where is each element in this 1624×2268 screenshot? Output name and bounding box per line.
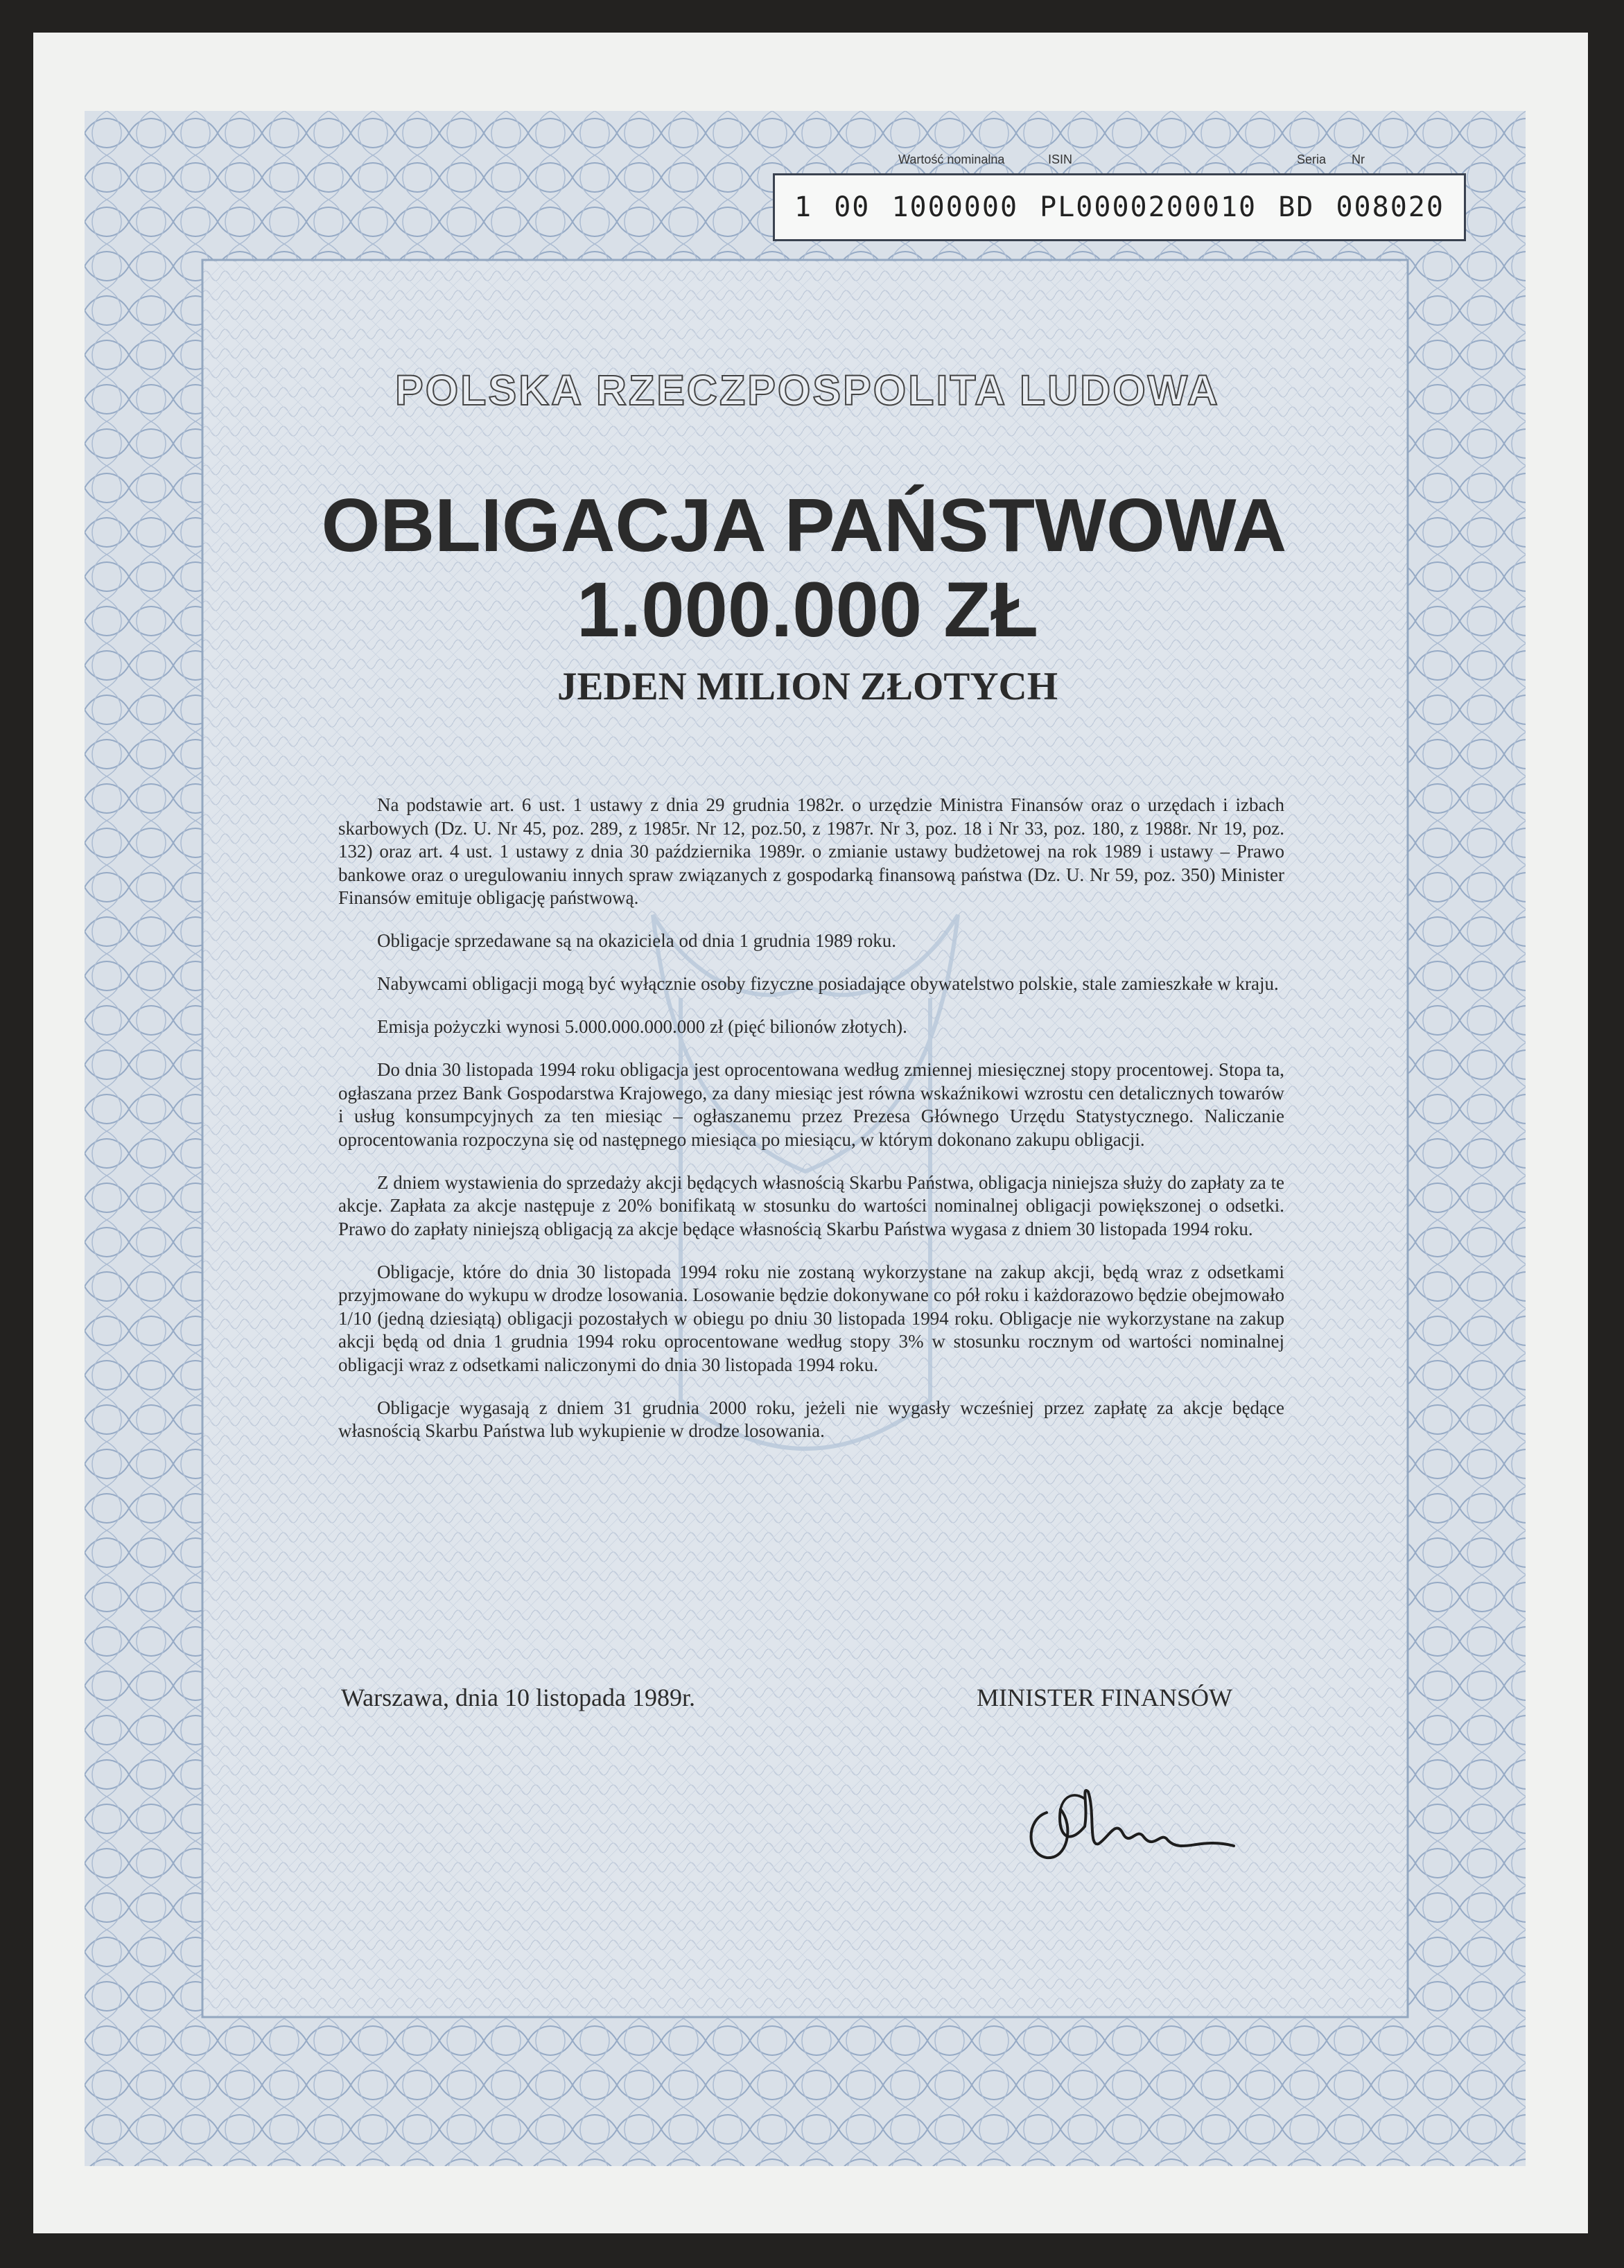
number-label: Nr [1352,152,1365,166]
series-label: Seria [1297,152,1327,166]
serial-part: 1000000 [891,191,1019,223]
document-title: OBLIGACJA PAŃSTWOWA [321,483,1287,568]
terms-paragraph: Z dniem wystawienia do sprzedaży akcji będących własnością Skarbu Państwa, obligacja niniejsza służy do zapłaty za te akcje. Zapłata za akcje następuje z 20% bonifikatą w stosunku do wartości nominalnej obligacji powiększonej o odsetki. Prawo do zapłaty niniejszą obligacją za akcje będące własnością Skarbu Państwa wygasa z dniem 30 listopada 1994 roku. [338,1171,1284,1239]
minister-signature [1019,1771,1241,1875]
amount-in-words: JEDEN MILION ZŁOTYCH [557,665,1058,708]
terms-paragraph: Obligacje sprzedawane są na okaziciela od dnia 1 grudnia 1989 roku. [377,930,896,951]
terms-paragraph: Emisja pożyczki wynosi 5.000.000.000.000 zł (pięć bilionów złotych). [377,1016,907,1037]
terms-paragraph: Nabywcami obligacji mogą być wyłącznie osoby fizyczne posiadające obywatelstwo polskie, stale zamieszkałe w kraju. [377,973,1279,994]
terms-paragraph: Obligacje, które do dnia 30 listopada 1994 roku nie zostaną wykorzystane na zakup akcji, będą wraz z odsetkami przyjmowane do wykupu w drodze losowania. Losowanie będzie dokonywane co pół roku i każdorazowo będzie obejmowało 1/10 (jedną dziesiątą) obligacji pozostałych w obiegu po dniu 30 listopada 1994 roku. Obligacje nie wykorzystane na zakup akcji będą od dnia 1 grudnia 1994 roku oprocentowane według stopy 3% w stosunku rocznym od wartości nominalnej obligacji wraz z odsetkami naliczonymi do dnia 30 listopada 1994 roku. [338,1261,1284,1375]
nominal-value-label: Wartość nominalna [898,152,1005,166]
minister-title: MINISTER FINANSÓW [977,1684,1232,1711]
terms-paragraph: Obligacje wygasają z dniem 31 grudnia 2000 roku, jeżeli nie wygasły wcześniej przez zapłatę za akcje będące własnością Skarbu Państwa lub wykupienie w drodze losowania. [338,1397,1284,1441]
place-and-date: Warszawa, dnia 10 listopada 1989r. [341,1684,695,1711]
serial-part: 1 [794,191,813,223]
isin-code: PL0000200010 [1040,191,1257,223]
country-heading: POLSKA RZECZPOSPOLITA LUDOWA [395,367,1220,414]
terms-text [338,794,1284,1463]
terms-paragraph: Do dnia 30 listopada 1994 roku obligacja jest oprocentowana według zmiennej miesięcznej stopy procentowej. Stopa ta, ogłaszana przez Bank Gospodarstwa Krajowego, za dany miesiąc jest równa wskaźnikowi wzrostu cen detalicznych towarów i usług konsumpcyjnych za ten miesiąc – ogłaszanemu przez Prezesa Głównego Urzędu Statystycznego. Naliczanie oprocentowania rozpoczyna się od następnego miesiąca po miesiącu, w którym dokonano zakupu obligacji. [338,1059,1284,1150]
certificate-number: 008020 [1336,191,1444,223]
series-code: BD [1278,191,1315,223]
terms-paragraph: Na podstawie art. 6 ust. 1 ustawy z dnia 29 grudnia 1982r. o urzędzie Ministra Finansów oraz o urzędach i izbach skarbowych (Dz. U. Nr 45, poz. 289, z 1985r. Nr 12, poz.50, z 1987r. Nr 3, poz. 18 i Nr 33, poz. 180, z 1988r. Nr 19, poz. 132) oraz art. 4 ust. 1 ustawy z dnia 30 października 1989r. o zmianie ustawy budżetowej na rok 1989 i ustawy – Prawo bankowe oraz o uregulowaniu innych spraw związanych z gospodarką finansową państwa (Dz. U. Nr 59, poz. 350) Minister Finansów emituje obligację państwową. [338,794,1284,908]
isin-label: ISIN [1048,152,1073,166]
nominal-amount: 1.000.000 ZŁ [576,566,1039,653]
serial-part: 00 [834,191,871,223]
serial-number-box [773,173,1466,241]
